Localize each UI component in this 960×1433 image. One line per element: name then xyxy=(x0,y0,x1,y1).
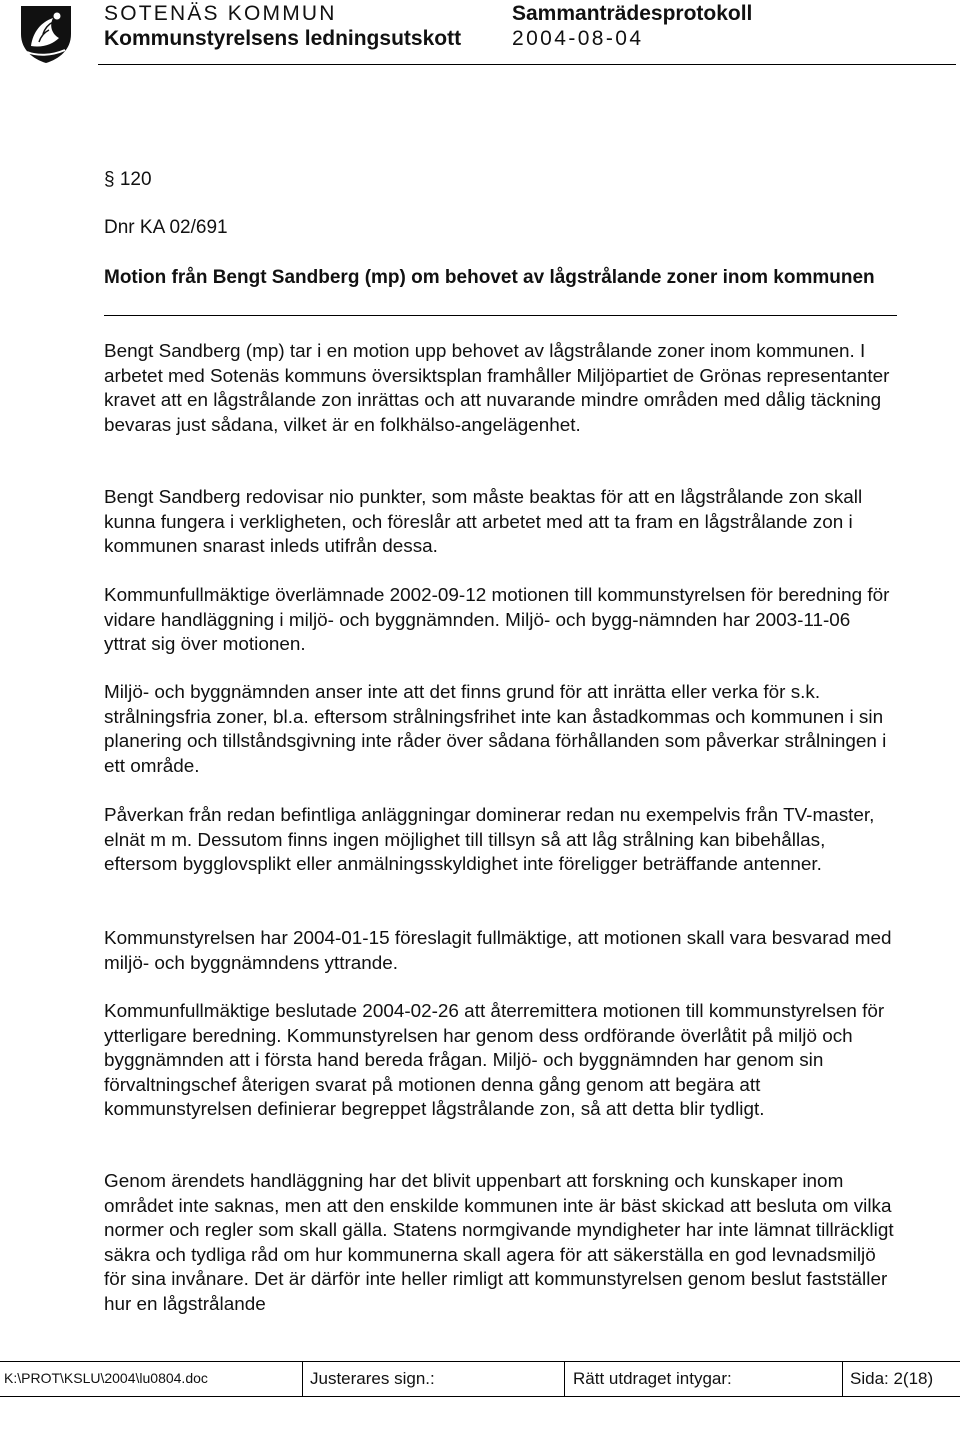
paragraph: Bengt Sandberg redovisar nio punkter, som måste beaktas för att en lågstrålande zon skall kunna fungera i verkligheten, och föreslår att arbetet med att ta fram en lågstrålande zon i kommunen snarast inleds utifrån dessa. xyxy=(104,487,863,557)
diary-number: Dnr KA 02/691 xyxy=(104,217,228,238)
paragraph: Genom ärendets handläggning har det blivit uppenbart att forskning och kunskaper inom området inte saknas, men att den enskilde kommunen inte är bäst skickad att besluta om vilka normer och regler som skall gälla. Statens normgivande myndigheter har inte lämnat tillräckligt säkra och tydliga råd om hur kommunerna skall agera för att säkerställa en god levnadsmiljö för sina invånare. Det är därför inte heller rimligt att kommunstyrelsen genom beslut fastställer hur en lågstrålande xyxy=(104,1171,894,1315)
paragraph: Påverkan från redan befintliga anläggningar dominerar redan nu exempelvis från TV-master, elnät m m. Dessutom finns ingen möjlighet till tillsyn så att låg strålning kan bibehållas, eftersom bygglovsplikt eller anmälningsskyldighet inte föreligger beträffande antenner. xyxy=(104,805,875,875)
meeting-date: 2004-08-04 xyxy=(512,27,644,50)
header-divider xyxy=(98,64,956,65)
subject-underline xyxy=(104,315,897,316)
municipality-logo xyxy=(19,4,73,64)
page-number: Sida: 2(18) xyxy=(850,1369,934,1388)
committee-name: Kommunstyrelsens ledningsutskott xyxy=(104,27,462,50)
justerares-sign-label: Justerares sign.: xyxy=(310,1369,435,1388)
document-path: K:\PROT\KSLU\2004\lu0804.doc xyxy=(4,1370,208,1386)
paragraph: Kommunstyrelsen har 2004-01-15 föreslagit fullmäktige, att motionen skall vara besvarad med miljö- och byggnämndens yttrande. xyxy=(104,928,892,974)
paragraph: Kommunfullmäktige beslutade 2004-02-26 att återremittera motionen till kommunstyrelsen för ytterligare beredning. Kommunstyrelsen har genom dess ordförande överlåtit på miljö och byggnämnden att i första hand bereda frågan. Miljö- och byggnämnden har genom sin förvaltningschef återigen svarat på motionen denna gång genom att begära att kommunstyrelsen definierar begreppet lågstrålande zon, så att detta blir tydligt. xyxy=(104,1001,885,1120)
paragraph: Bengt Sandberg (mp) tar i en motion upp behovet av lågstrålande zoner inom kommunen. I arbetet med Sotenäs kommuns översiktsplan framhåller Miljöpartiet de Grönas representanter kravet att en lågstrålande zon inrättas och att nuvarande mindre områden med dålig täckning bevaras just sådana, vilket är en folkhälso-angelägenhet. xyxy=(104,341,890,436)
utdrag-intygar-label: Rätt utdraget intygar: xyxy=(573,1369,732,1388)
municipality-name: SOTENÄS KOMMUN xyxy=(104,2,337,25)
paragraph: Miljö- och byggnämnden anser inte att det finns grund för att inrätta eller verka för s.k. strålningsfria zoner, bl.a. eftersom strålningsfrihet inte kan åstadkommas och kommunen i sin planering och tillståndsgivning inte råder över sådana förhållanden som påverkar strålningen i ett område. xyxy=(104,682,887,777)
subject-heading: Motion från Bengt Sandberg (mp) om behovet av lågstrålande zoner inom kommunen xyxy=(104,267,875,288)
paragraph: Kommunfullmäktige överlämnade 2002-09-12 motionen till kommunstyrelsen för beredning för vidare handläggning i miljö- och byggnämnden. Miljö- och bygg-nämnden har 2003-11-06 yttrat sig över motionen. xyxy=(104,585,890,655)
section-number: § 120 xyxy=(104,169,152,190)
document-type: Sammanträdesprotokoll xyxy=(512,2,753,25)
